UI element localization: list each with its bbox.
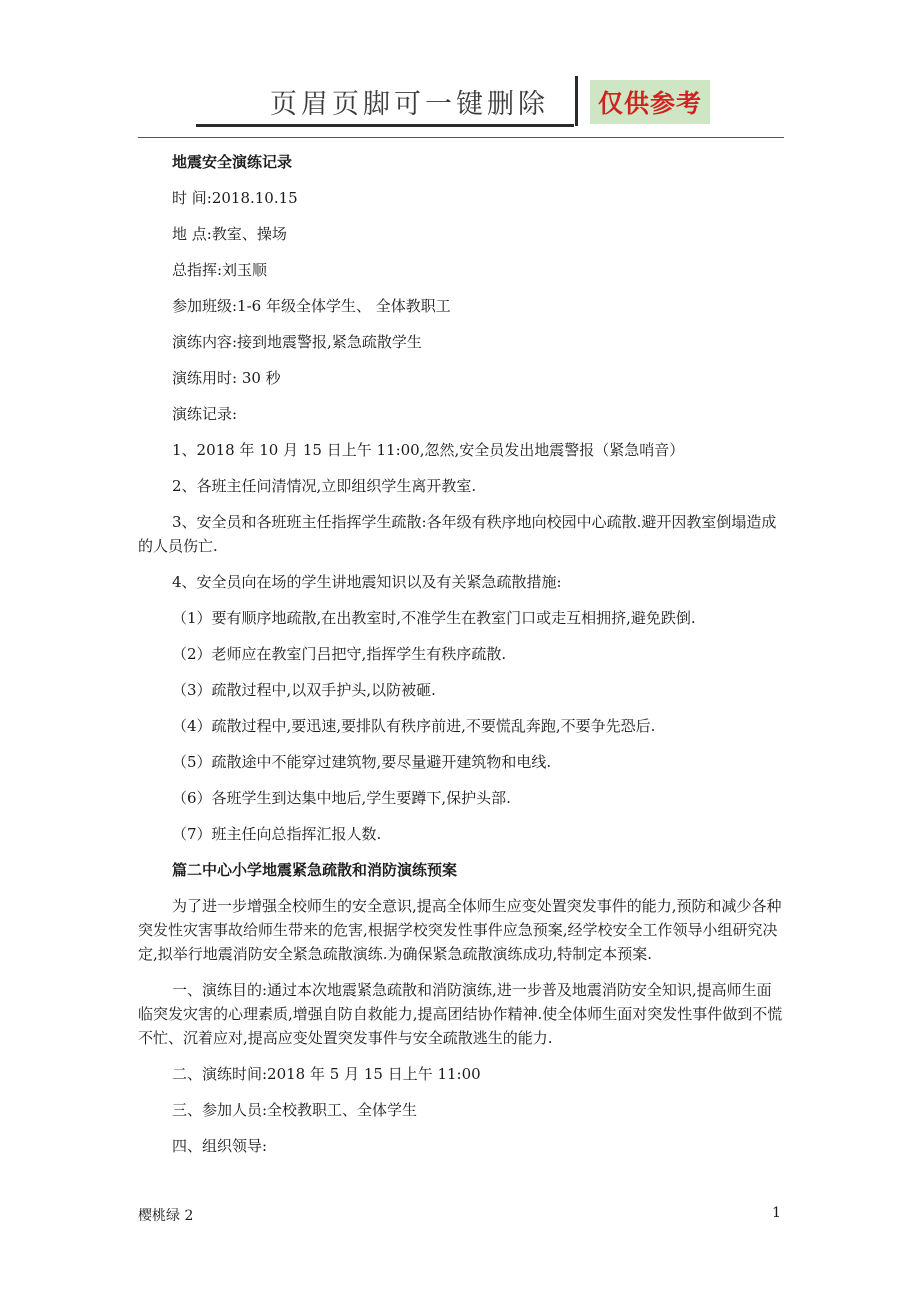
measure-2: （2）老师应在教室门吕把守,指挥学生有秩序疏散. — [172, 645, 507, 663]
drill-duration: 演练用时: 30 秒 — [172, 369, 281, 387]
measure-3: （3）疏散过程中,以双手护头,以防被砸. — [172, 681, 436, 699]
record-label: 演练记录: — [172, 405, 238, 423]
step-3: 3、安全员和各班班主任指挥学生疏散:各年级有秩序地向校园中心疏散.避开因教室倒塌造成的人员伤亡. — [138, 513, 777, 555]
drill-purpose: 一、演练目的:通过本次地震紧急疏散和消防演练,进一步普及地震消防安全知识,提高师生面临突发灾害的心理素质,增强自防自救能力,提高团结协作精神.使全体师生面对突发性事件做到不慌不忙、沉着应对,提高应变处置突发事件与安全疏散逃生的能力. — [138, 981, 783, 1047]
measure-5: （5）疏散途中不能穿过建筑物,要尽量避开建筑物和电线. — [172, 753, 552, 771]
header-title: 页眉页脚可一键删除 — [270, 89, 549, 120]
reference-label: 仅供参考 — [597, 89, 702, 118]
step-1: 1、2018 年 10 月 15 日上午 11:00,忽然,安全员发出地震警报（紧急哨音） — [172, 441, 685, 459]
reference-badge — [590, 80, 710, 124]
header-underline — [196, 124, 574, 127]
page-number: 1 — [772, 1205, 781, 1221]
drill-classes: 参加班级:1-6 年级全体学生、 全体教职工 — [172, 297, 451, 315]
drill-organization: 四、组织领导: — [172, 1137, 268, 1155]
drill-schedule: 二、演练时间:2018 年 5 月 15 日上午 11:00 — [172, 1065, 481, 1083]
document-body — [138, 150, 784, 1170]
section2-intro: 为了进一步增强全校师生的安全意识,提高全体师生应变处置突发事件的能力,预防和减少各种突发性灾害事故给师生带来的危害,根据学校突发性事件应急预案,经学校安全工作领导小组研究决定,拟举行地震消防安全紧急疏散演练.为确保紧急疏散演练成功,特制定本预案. — [138, 897, 782, 963]
drill-commander: 总指挥:刘玉顺 — [172, 261, 268, 279]
document-heading: 地震安全演练记录 — [172, 153, 293, 171]
drill-participants: 三、参加人员:全校教职工、全体学生 — [172, 1101, 418, 1119]
header-divider — [575, 76, 578, 126]
measure-7: （7）班主任向总指挥汇报人数. — [172, 825, 382, 843]
footer-left: 樱桃绿 2 — [138, 1208, 194, 1224]
measure-1: （1）要有顺序地疏散,在出教室时,不准学生在教室门口或走互相拥挤,避免跌倒. — [172, 609, 696, 627]
header-rule — [138, 137, 784, 138]
section2-title: 篇二中心小学地震紧急疏散和消防演练预案 — [172, 861, 458, 879]
drill-time: 时 间:2018.10.15 — [172, 189, 298, 207]
measure-4: （4）疏散过程中,要迅速,要排队有秩序前进,不要慌乱奔跑,不要争先恐后. — [172, 717, 656, 735]
step-2: 2、各班主任问清情况,立即组织学生离开教室. — [172, 477, 477, 495]
drill-place: 地 点:教室、操场 — [172, 225, 287, 243]
measure-6: （6）各班学生到达集中地后,学生要蹲下,保护头部. — [172, 789, 511, 807]
step-4: 4、安全员向在场的学生讲地震知识以及有关紧急疏散措施: — [172, 573, 562, 591]
drill-content: 演练内容:接到地震警报,紧急疏散学生 — [172, 333, 422, 351]
